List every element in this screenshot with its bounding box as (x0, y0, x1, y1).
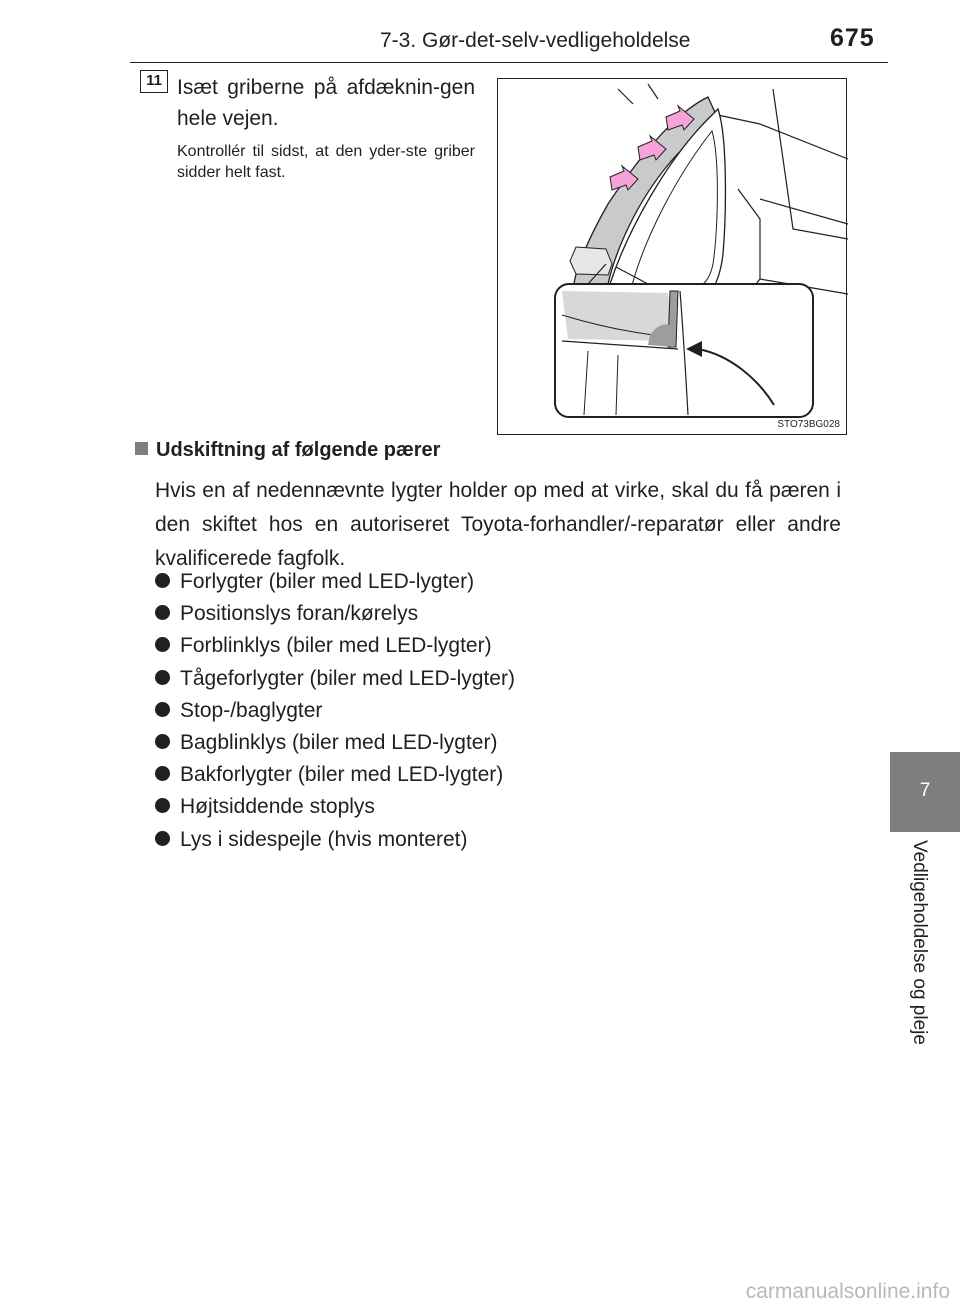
bullet-icon (155, 798, 170, 813)
section-title: 7-3. Gør-det-selv-vedligeholdelse (380, 29, 691, 52)
bullet-icon (155, 637, 170, 652)
list-item: Tågeforlygter (biler med LED-lygter) (155, 663, 515, 695)
list-item: Forlygter (biler med LED-lygter) (155, 566, 515, 598)
bullet-icon (155, 670, 170, 685)
list-item: Forblinklys (biler med LED-lygter) (155, 630, 515, 662)
list-item: Stop-/baglygter (155, 695, 515, 727)
bullet-icon (155, 573, 170, 588)
list-item: Bakforlygter (biler med LED-lygter) (155, 759, 515, 791)
bullet-icon (155, 831, 170, 846)
step-note: Kontrollér til sidst, at den yder-ste griber sidder helt fast. (177, 143, 475, 181)
bullet-icon (155, 766, 170, 781)
mirror-cover-illustration (497, 78, 847, 435)
step-instruction: Isæt griberne på afdæknin-gen hele vejen. (177, 76, 475, 130)
list-item: Lys i sidespejle (hvis monteret) (155, 824, 515, 856)
lamp-list (155, 566, 515, 856)
section-heading (135, 439, 440, 462)
bullet-icon (155, 734, 170, 749)
list-item: Positionslys foran/kørelys (155, 598, 515, 630)
chapter-label (908, 840, 948, 1070)
figure-code: STO73BG028 (777, 419, 840, 430)
list-item: Højtsiddende stoplys (155, 791, 515, 823)
chapter-number: 7 (919, 780, 931, 801)
step-number-badge: 11 (140, 70, 168, 93)
chapter-label-text: Vedligeholdelse og pleje (909, 840, 930, 1045)
mirror-cover-drawing (498, 79, 848, 436)
chapter-tab[interactable] (890, 752, 960, 832)
header-divider (130, 62, 888, 63)
bullet-icon (155, 605, 170, 620)
list-item: Bagblinklys (biler med LED-lygter) (155, 727, 515, 759)
body-paragraph: Hvis en af nedennævnte lygter holder op med at virke, skal du få pæren i den skiftet hos en autoriseret Toyota-forhandler/-reparatør eller andre kvalificerede fagfolk. (155, 479, 841, 570)
page-number: 675 (830, 24, 875, 52)
watermark[interactable]: carmanualsonline.info (745, 1280, 950, 1303)
bullet-icon (155, 702, 170, 717)
square-bullet-icon (135, 442, 148, 455)
section-heading-text: Udskiftning af følgende pærer (156, 439, 441, 461)
